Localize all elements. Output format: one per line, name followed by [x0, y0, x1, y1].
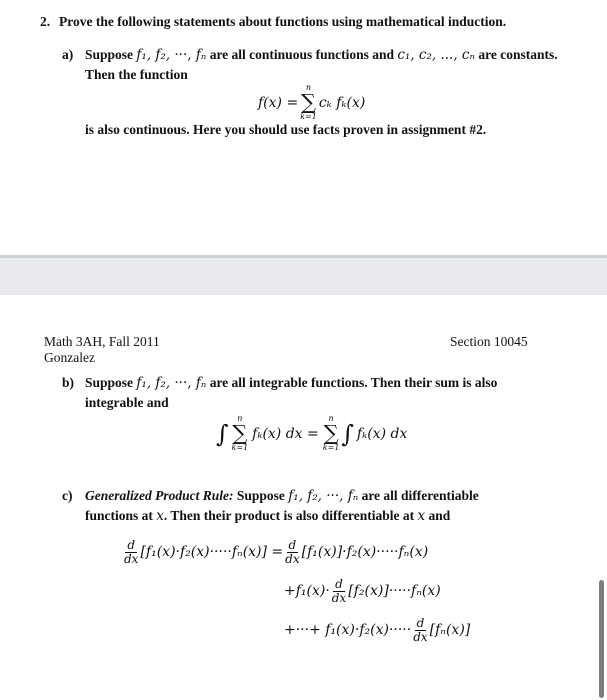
sigma-upper-limit: n [328, 414, 334, 423]
eq-lhs: [f₁(x)·f₂(x)·····fₙ(x)] = [140, 544, 284, 561]
sigma-lower-limit: k=1 [300, 112, 317, 121]
text-constants: are constants. [478, 47, 558, 62]
text-and: and [428, 508, 451, 523]
part-c-line2 [85, 507, 450, 525]
integral-sign: ∫ [341, 419, 354, 448]
eq-lhs: fₖ(x) dx = [252, 425, 319, 442]
product-rule-row-3 [284, 617, 470, 643]
text-suppose: Suppose [85, 375, 134, 390]
math-functions: f₁, f₂, ···, fₙ [136, 47, 207, 63]
document-page-top [0, 0, 607, 255]
derivative-operator: $\frac{d}{dx}$ [331, 577, 347, 605]
page-separator [0, 255, 607, 295]
equation-integral-sum [216, 415, 407, 452]
part-a-line1 [85, 46, 558, 64]
derivative-operator: $\frac{d}{dx}$ [285, 538, 300, 566]
part-a-line3: is also continuous. Here you should use facts proven in assignment #2. [85, 122, 487, 137]
equation-sum-function [258, 84, 365, 121]
derivative-operator: $\frac{d}{dx}$ [413, 616, 428, 644]
product-rule-row-1 [122, 539, 428, 565]
derivative-operator: $\frac{d}{dx}$ [124, 538, 139, 566]
eq-rhs: cₖ fₖ(x) [318, 94, 366, 111]
part-c-label: c) [62, 488, 73, 503]
text-suppose: Suppose [85, 47, 134, 62]
integral-sign: ∫ [216, 419, 229, 448]
part-b-label: b) [62, 375, 75, 390]
text-product: . Then their product is also differentiable at [163, 508, 415, 523]
instructor-name: Gonzalez [44, 350, 95, 365]
eq-term: [f₂(x)]·····fₙ(x) [348, 583, 441, 600]
sigma-lower-limit: k=1 [231, 443, 249, 452]
eq-term: +f₁(x)· [284, 583, 330, 600]
text-integrable: are all integrable functions. Then their sum is also [209, 375, 498, 390]
course-title: Math 3AH, Fall 2011 [44, 334, 160, 349]
text-continuous: are all continuous functions and [209, 47, 394, 62]
eq-term: [fₙ(x)] [429, 622, 471, 639]
part-b-line2: integrable and [85, 395, 169, 410]
text-functions-at: functions at [85, 508, 153, 523]
sigma-upper-limit: n [237, 414, 243, 423]
eq-rhs: fₖ(x) dx [356, 425, 408, 442]
eq-term: +···+ f₁(x)·f₂(x)····· [284, 622, 412, 639]
text-differentiable: are all differentiable [361, 488, 479, 503]
math-functions: f₁, f₂, ···, fₙ [288, 488, 359, 504]
problem-number: 2. [40, 14, 51, 29]
rule-title: Generalized Product Rule: [85, 488, 234, 503]
part-b-line1 [85, 374, 497, 392]
eq-rhs: [f₁(x)]·f₂(x)·····fₙ(x) [301, 544, 429, 561]
math-functions: f₁, f₂, ···, fₙ [136, 375, 207, 391]
sigma-symbol: n ∑ k=1 [231, 414, 249, 452]
sigma-symbol: n ∑ k=1 [300, 83, 317, 121]
sigma-symbol: n ∑ k=1 [322, 414, 340, 452]
text-suppose: Suppose [236, 488, 285, 503]
part-a-label: a) [62, 47, 74, 62]
sigma-upper-limit: n [305, 83, 312, 92]
math-variable: x [156, 508, 164, 524]
eq-lhs: f(x) = [258, 94, 299, 111]
product-rule-row-2 [284, 578, 441, 604]
math-constants: c₁, c₂, ..., cₙ [397, 47, 475, 63]
vertical-scrollbar[interactable] [599, 580, 604, 698]
sigma-lower-limit: k=1 [322, 443, 340, 452]
part-a-line2: Then the function [85, 67, 188, 82]
section-number: Section 10045 [450, 334, 528, 349]
math-variable: x [417, 508, 426, 524]
part-c-line1 [85, 487, 479, 505]
document-page-bottom [0, 295, 607, 700]
problem-intro: Prove the following statements about functions using mathematical induction. [59, 14, 507, 29]
